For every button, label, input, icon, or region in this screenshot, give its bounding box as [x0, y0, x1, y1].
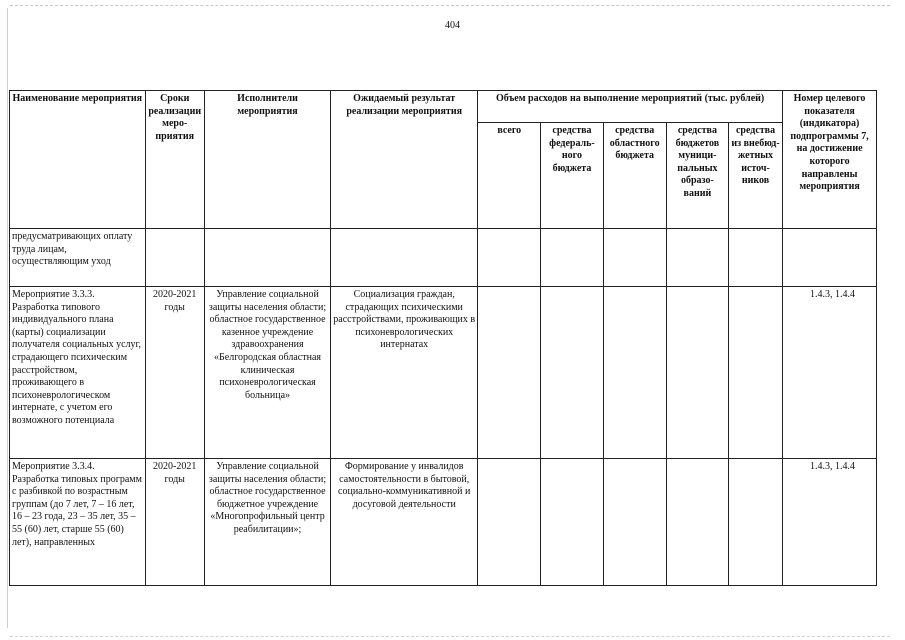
cell-total — [478, 287, 541, 459]
cell-extra — [729, 229, 783, 287]
header-executors: Исполнители мероприятия — [204, 91, 330, 229]
cell-executors: Управление социальной защиты населения области; областное государственное бюджетное учреждение «Многопрофильный центр реабилитации»; — [204, 459, 330, 586]
cell-indicator: 1.4.3, 1.4.4 — [783, 459, 877, 586]
cell-regional — [603, 229, 666, 287]
cell-indicator: 1.4.3, 1.4.4 — [783, 287, 877, 459]
header-federal: средства федераль-ного бюджета — [541, 123, 603, 229]
cell-municipal — [666, 229, 728, 287]
cell-executors — [204, 229, 330, 287]
header-result: Ожидаемый результат реализации мероприятия — [331, 91, 478, 229]
header-extra: средства из внебюд-жетных источ-ников — [729, 123, 783, 229]
header-expenses: Объем расходов на выполнение мероприятий (тыс. рублей) — [478, 91, 783, 123]
header-indicator: Номер целевого показателя (индикатора) подпрограммы 7, на достижение которого направлены мероприятия — [783, 91, 877, 229]
cell-regional — [603, 287, 666, 459]
cell-terms — [145, 229, 204, 287]
cell-extra — [729, 459, 783, 586]
cell-federal — [541, 287, 603, 459]
table-header-row — [10, 91, 877, 123]
header-regional: средства областного бюджета — [603, 123, 666, 229]
cell-name: предусматривающих оплату труда лицам, осуществляющим уход — [10, 229, 146, 287]
cell-indicator — [783, 229, 877, 287]
cell-result: Социализация граждан, страдающих психическими расстройствами, проживающих в психоневрологических интернатах — [331, 287, 478, 459]
table-row — [10, 287, 877, 459]
header-terms: Сроки реализации меро-приятия — [145, 91, 204, 229]
page-number: 404 — [445, 20, 460, 31]
scan-bottom-edge — [10, 636, 890, 637]
cell-municipal — [666, 459, 728, 586]
cell-name: Мероприятие 3.3.4. Разработка типовых программ с разбивкой по возрастным группам (до 7 лет, 7 – 16 лет, 16 – 23 года, 23 – 35 лет, 35 – 55 (60) лет, старше 55 (60) лет), направленных — [10, 459, 146, 586]
scan-top-edge — [10, 5, 890, 6]
cell-extra — [729, 287, 783, 459]
cell-executors: Управление социальной защиты населения области; областное государственное казенное учреждение здравоохранения «Белгородская областная клиническая психоневрологическая больница» — [204, 287, 330, 459]
cell-name: Мероприятие 3.3.3. Разработка типового индивидуального плана (карты) социализации получателя социальных услуг, страдающего психическим расстройством, проживающего в психоневрологическом интернате, с учетом его возможного потенциала — [10, 287, 146, 459]
table-row — [10, 459, 877, 586]
scan-left-edge — [7, 8, 8, 628]
header-total: всего — [478, 123, 541, 229]
cell-municipal — [666, 287, 728, 459]
cell-result: Формирование у инвалидов самостоятельности в бытовой, социально-коммуникативной и досуговой деятельности — [331, 459, 478, 586]
cell-result — [331, 229, 478, 287]
cell-terms: 2020-2021 годы — [145, 459, 204, 586]
cell-federal — [541, 459, 603, 586]
header-name: Наименование мероприятия — [10, 91, 146, 229]
cell-federal — [541, 229, 603, 287]
cell-total — [478, 459, 541, 586]
header-municipal: средства бюджетов муници-пальных образо-ваний — [666, 123, 728, 229]
table-row — [10, 229, 877, 287]
cell-terms: 2020-2021 годы — [145, 287, 204, 459]
cell-total — [478, 229, 541, 287]
cell-regional — [603, 459, 666, 586]
activities-table — [9, 90, 877, 586]
